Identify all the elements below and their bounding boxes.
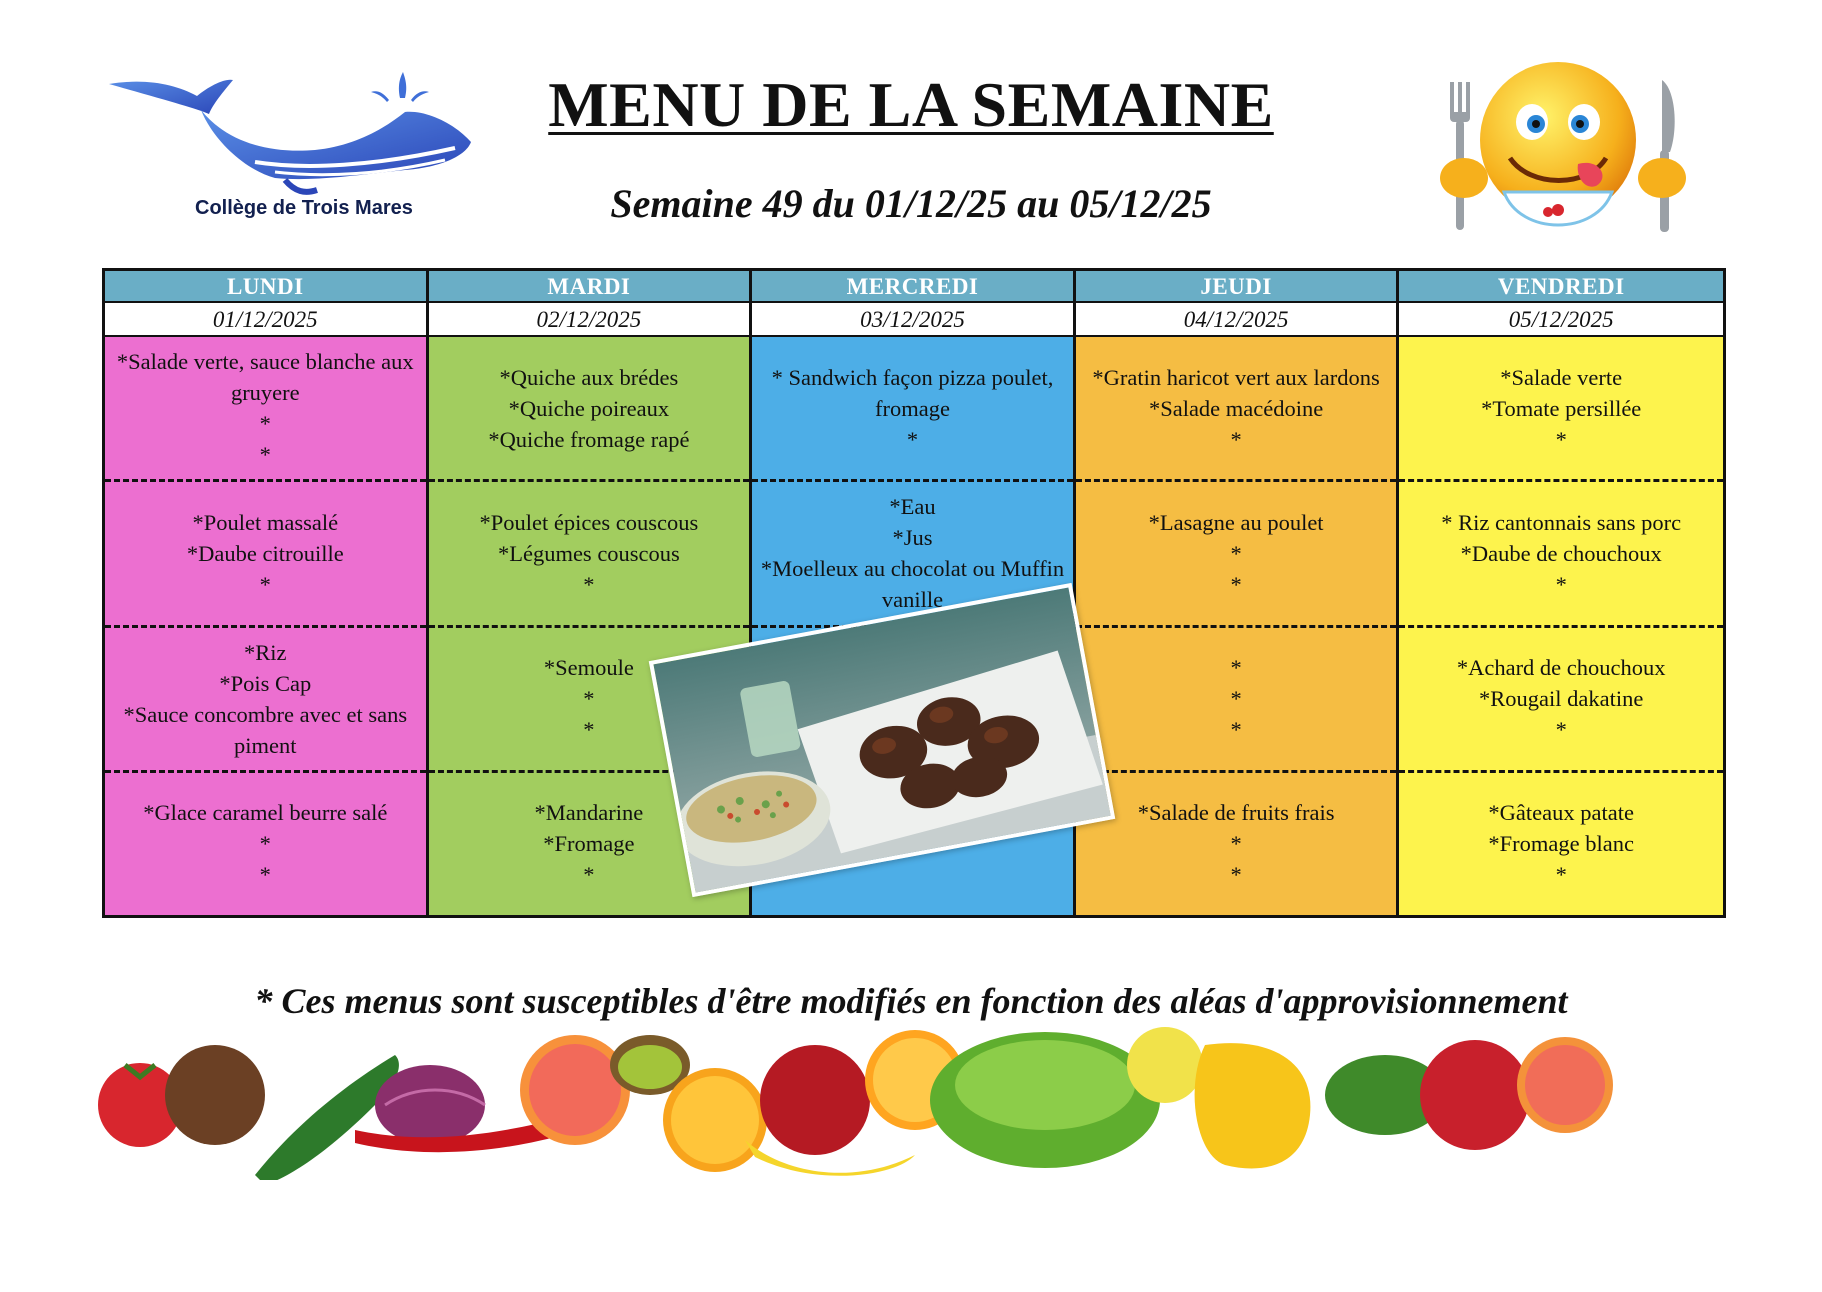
menu-section [105, 337, 426, 482]
menu-item: * [259, 831, 271, 857]
menu-item: *Moelleux au chocolat ou Muffin vanille [760, 556, 1065, 613]
menu-item: *Fromage blanc [1488, 831, 1634, 857]
menu-item: *Eau [889, 494, 936, 520]
menu-item: *Gratin haricot vert aux lardons [1092, 364, 1380, 390]
menu-item: *Tomate persillée [1481, 395, 1642, 421]
hungry-smiley-icon [1400, 60, 1710, 245]
day-date: 01/12/2025 [105, 303, 426, 337]
day-header: LUNDI [105, 271, 426, 303]
menu-item: *Salade verte, sauce blanche aux gruyere [116, 349, 414, 406]
menu-item: * [1555, 717, 1567, 743]
menu-item: *Quiche poireaux [508, 395, 670, 421]
menu-section [1076, 337, 1397, 482]
menu-item: *Quiche fromage rapé [488, 426, 690, 452]
day-header: MERCREDI [752, 271, 1073, 303]
menu-item: *Salade verte [1500, 364, 1623, 390]
menu-item: *Sauce concombre avec et sans piment [123, 701, 408, 758]
menu-item: * [1555, 426, 1567, 452]
menu-item: *Quiche aux brédes [499, 364, 679, 390]
menu-section [105, 482, 426, 627]
supply-disclaimer: * Ces menus sont susceptibles d'être modifiés en fonction des aléas d'approvisionnement [254, 981, 1568, 1021]
menu-item: *Poulet épices couscous [479, 509, 699, 535]
menu-item: *Pois Cap [219, 670, 312, 696]
menu-item: * [1230, 686, 1242, 712]
menu-item: *Daube citrouille [186, 540, 344, 566]
day-date: 03/12/2025 [752, 303, 1073, 337]
menu-item: *Salade macédoine [1148, 395, 1324, 421]
menu-item: * [1230, 571, 1242, 597]
menu-item: *Rougail dakatine [1479, 686, 1644, 712]
menu-item: * [1230, 655, 1242, 681]
menu-item: * [583, 571, 595, 597]
day-date: 04/12/2025 [1076, 303, 1397, 337]
menu-item: * [583, 686, 595, 712]
menu-item: *Riz [244, 639, 287, 665]
menu-item: *Achard de chouchoux [1456, 655, 1666, 681]
fruits-vegetables-banner [95, 1025, 1695, 1180]
day-column-lundi [105, 271, 429, 915]
menu-item: * [259, 862, 271, 888]
day-header: VENDREDI [1399, 271, 1723, 303]
menu-item: * [1230, 717, 1242, 743]
menu-section [429, 482, 750, 627]
day-header: JEUDI [1076, 271, 1397, 303]
menu-item: *Jus [892, 525, 933, 551]
menu-section [1399, 773, 1723, 915]
menu-item: *Daube de chouchoux [1460, 540, 1662, 566]
menu-section [752, 337, 1073, 482]
menu-item: * [583, 862, 595, 888]
menu-item: * [1230, 831, 1242, 857]
menu-item: * [1230, 862, 1242, 888]
page-title: MENU DE LA SEMAINE [548, 69, 1274, 140]
menu-item: *Poulet massalé [192, 509, 339, 535]
menu-item: * Sandwich façon pizza poulet, fromage [771, 364, 1054, 421]
menu-section [1076, 628, 1397, 773]
day-column-vendredi [1399, 271, 1723, 915]
menu-item: * [259, 442, 271, 468]
menu-section [105, 628, 426, 773]
menu-item: *Gâteaux patate [1488, 800, 1634, 826]
menu-item: *Semoule [543, 655, 634, 681]
day-date: 02/12/2025 [429, 303, 750, 337]
menu-item: * [259, 411, 271, 437]
day-column-jeudi [1076, 271, 1400, 915]
menu-item: * [1555, 571, 1567, 597]
menu-item: * [1555, 862, 1567, 888]
school-name: Collège de Trois Mares [195, 197, 413, 219]
menu-item: *Légumes couscous [497, 540, 680, 566]
day-header: MARDI [429, 271, 750, 303]
menu-section [1399, 628, 1723, 773]
menu-item: *Fromage [543, 831, 635, 857]
menu-item: *Mandarine [534, 800, 644, 826]
menu-item: *Lasagne au poulet [1148, 509, 1324, 535]
menu-item: * [906, 426, 919, 452]
menu-item: * [259, 571, 271, 597]
menu-section [1076, 773, 1397, 915]
menu-item: *Salade de fruits frais [1137, 800, 1335, 826]
menu-section [429, 337, 750, 482]
menu-item: * [583, 717, 595, 743]
menu-section [1076, 482, 1397, 627]
menu-item: *Glace caramel beurre salé [143, 800, 388, 826]
menu-section [1399, 337, 1723, 482]
day-date: 05/12/2025 [1399, 303, 1723, 337]
menu-item: * [1230, 426, 1242, 452]
menu-section [1399, 482, 1723, 627]
menu-section [105, 773, 426, 915]
week-subtitle: Semaine 49 du 01/12/25 au 05/12/25 [610, 181, 1212, 226]
menu-item: * [1230, 540, 1242, 566]
menu-item: * Riz cantonnais sans porc [1441, 509, 1682, 535]
